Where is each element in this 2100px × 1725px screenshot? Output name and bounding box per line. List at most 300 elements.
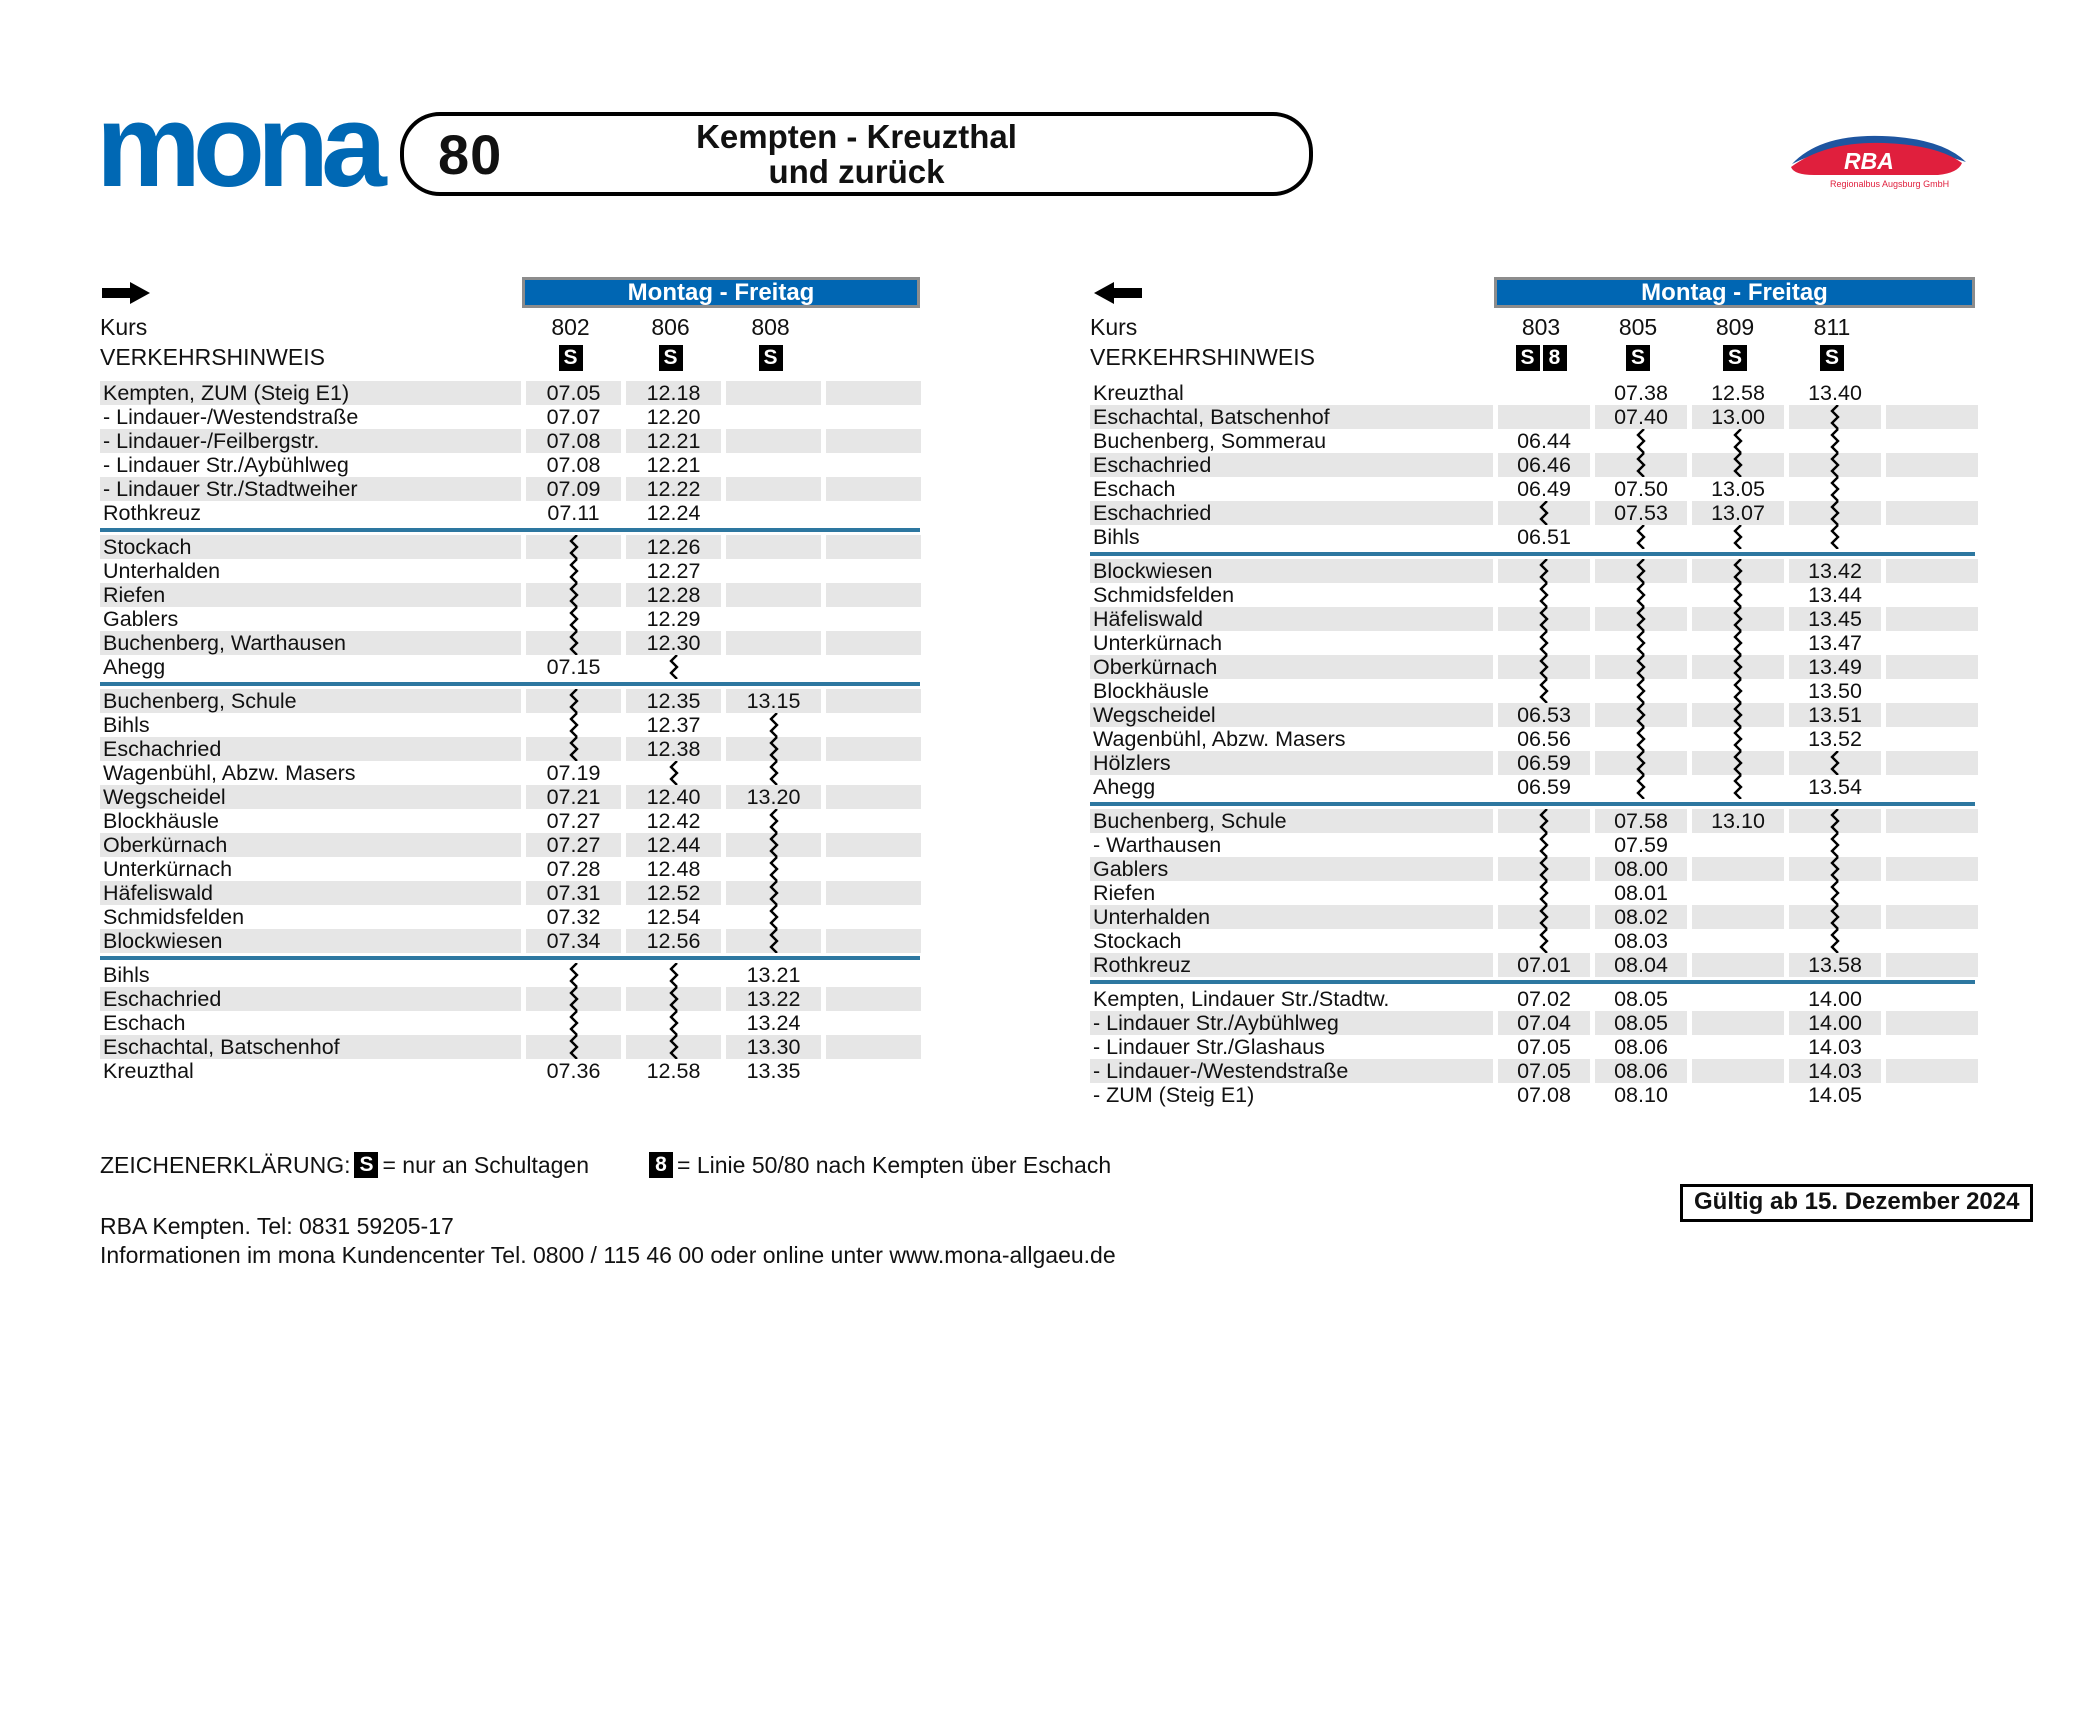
time-cell: [1595, 703, 1687, 727]
time-cell: [1498, 655, 1590, 679]
time-cell: 07.36: [546, 1059, 601, 1083]
no-stop-zigzag: [1634, 525, 1648, 549]
time-cell: [1789, 405, 1881, 429]
no-stop-zigzag: [1828, 405, 1842, 429]
table-row: [1090, 477, 1975, 501]
schooldays-badge: S: [1516, 345, 1540, 371]
time-cell: [1692, 453, 1784, 477]
time-cell: [1886, 703, 1978, 727]
time-cell: [1886, 679, 1978, 703]
no-stop-zigzag: [1537, 501, 1551, 525]
time-cell: [1886, 607, 1978, 631]
time-cell: [1886, 987, 1978, 1011]
time-cell: [526, 987, 621, 1011]
section-separator: [100, 682, 920, 686]
time-cell: 08.02: [1595, 905, 1687, 929]
time-cell: [826, 929, 921, 953]
time-cell: [1789, 525, 1881, 549]
time-cell: [1692, 429, 1784, 453]
stop-name: - Lindauer-/Westendstraße: [103, 405, 359, 429]
time-cell: [726, 501, 821, 525]
stop-name: Rothkreuz: [103, 501, 201, 525]
no-stop-zigzag: [567, 535, 581, 559]
time-cell: [726, 559, 821, 583]
time-cell: [1692, 1083, 1784, 1107]
trip-badges: [623, 344, 718, 371]
no-stop-zigzag: [567, 583, 581, 607]
time-cell: [826, 607, 921, 631]
time-cell: [1692, 1011, 1784, 1035]
table-row: [1090, 559, 1975, 583]
time-cell: [1692, 1059, 1784, 1083]
time-cell: [1692, 583, 1784, 607]
time-cell: [826, 987, 921, 1011]
no-stop-zigzag: [1634, 631, 1648, 655]
no-stop-zigzag: [1828, 429, 1842, 453]
no-stop-zigzag: [667, 987, 681, 1011]
no-stop-zigzag: [567, 713, 581, 737]
no-stop-zigzag: [1828, 501, 1842, 525]
time-cell: [1789, 429, 1881, 453]
no-stop-zigzag: [1731, 429, 1745, 453]
stop-name: Wegscheidel: [100, 785, 521, 809]
no-stop-zigzag: [767, 857, 781, 881]
kurs-number: 806: [651, 314, 690, 340]
no-stop-zigzag: [1537, 929, 1551, 953]
footer-phone-line: RBA Kempten. Tel: 0831 59205-17: [100, 1213, 454, 1239]
time-cell: [1595, 679, 1687, 703]
schooldays-badge: S: [1626, 345, 1650, 371]
stop-name: - Lindauer Str./Aybühlweg: [1090, 1011, 1493, 1035]
no-stop-zigzag: [567, 607, 581, 631]
kurs-row: [100, 315, 920, 341]
time-cell: 13.07: [1692, 501, 1784, 525]
time-cell: [1886, 953, 1978, 977]
time-cell: [826, 857, 921, 881]
time-cell: [1692, 655, 1784, 679]
time-cell: 12.54: [646, 905, 701, 929]
table-row: [100, 381, 920, 405]
time-cell: [1692, 1035, 1784, 1059]
time-cell: [826, 583, 921, 607]
time-cell: [1692, 703, 1784, 727]
time-cell: [1886, 1035, 1978, 1059]
table-row: [1090, 1083, 1975, 1107]
no-stop-zigzag: [667, 761, 681, 785]
time-cell: [726, 607, 821, 631]
time-cell: [726, 761, 821, 785]
table-row: [1090, 857, 1975, 881]
time-cell: 08.01: [1614, 881, 1668, 905]
no-stop-zigzag: [1537, 607, 1551, 631]
table-row: [1090, 953, 1975, 977]
time-cell: [1886, 833, 1978, 857]
stop-name: Buchenberg, Warthausen: [100, 631, 521, 655]
time-cell: 12.58: [1711, 381, 1765, 405]
time-cell: [1886, 501, 1978, 525]
time-cell: [1886, 727, 1978, 751]
time-cell: 07.02: [1517, 987, 1571, 1011]
no-stop-zigzag: [1537, 905, 1551, 929]
stop-name: Hölzlers: [1090, 751, 1493, 775]
time-cell: [1886, 905, 1978, 929]
kurs-number: 802: [551, 314, 590, 340]
timetable-outbound: [100, 277, 920, 1083]
time-cell: [1498, 905, 1590, 929]
no-stop-zigzag: [567, 689, 581, 713]
trip-badges: [523, 344, 618, 371]
time-cell: 08.04: [1595, 953, 1687, 977]
time-cell: [1886, 631, 1978, 655]
schooldays-badge: S: [1820, 345, 1844, 371]
time-cell: 13.24: [746, 1011, 801, 1035]
no-stop-zigzag: [667, 1011, 681, 1035]
no-stop-zigzag: [1828, 525, 1842, 549]
verkehrshinweis-row: [100, 341, 920, 371]
time-cell: 12.18: [626, 381, 721, 405]
kurs-number: 811: [1813, 314, 1851, 340]
kurs-number: 805: [1618, 314, 1658, 340]
stop-name: - Lindauer-/Westendstraße: [1090, 1059, 1493, 1083]
no-stop-zigzag: [1634, 775, 1648, 799]
footer: [100, 1212, 1116, 1269]
stop-name: Unterkürnach: [103, 857, 233, 881]
section-separator: [100, 528, 920, 532]
time-cell: [726, 631, 821, 655]
table-row: [1090, 703, 1975, 727]
time-cell: [1692, 631, 1784, 655]
validity-box: Gültig ab 15. Dezember 2024: [1680, 1184, 2033, 1222]
time-cell: 08.06: [1614, 1035, 1668, 1059]
kurs-number: 809: [1715, 314, 1755, 340]
time-cell: [1692, 727, 1784, 751]
time-cell: [1595, 727, 1687, 751]
time-cell: [1886, 453, 1978, 477]
time-cell: 12.37: [646, 713, 701, 737]
time-cell: 12.26: [626, 535, 721, 559]
table-row: [100, 631, 920, 655]
section-separator: [100, 956, 920, 960]
time-cell: 07.34: [526, 929, 621, 953]
time-cell: [1498, 405, 1590, 429]
stop-name: Stockach: [100, 535, 521, 559]
rba-operator-logo: [1786, 132, 1972, 195]
stop-name: Eschach: [1093, 477, 1176, 501]
no-stop-zigzag: [1537, 559, 1551, 583]
time-cell: [1886, 381, 1978, 405]
table-row: [100, 963, 920, 987]
time-cell: 12.48: [646, 857, 701, 881]
stop-name: Blockwiesen: [1090, 559, 1493, 583]
time-cell: [526, 631, 621, 655]
table-row: [1090, 833, 1975, 857]
time-cell: [726, 833, 821, 857]
no-stop-zigzag: [1537, 881, 1551, 905]
stop-name: Oberkürnach: [100, 833, 521, 857]
time-cell: [1886, 559, 1978, 583]
table-row: [100, 453, 920, 477]
time-cell: 07.27: [526, 833, 621, 857]
time-cell: 12.24: [646, 501, 701, 525]
time-cell: [726, 535, 821, 559]
time-cell: [1498, 679, 1590, 703]
route-title-line2: und zurück: [768, 153, 945, 190]
no-stop-zigzag: [1634, 453, 1648, 477]
time-cell: 12.40: [626, 785, 721, 809]
legend-title: ZEICHENERKLÄRUNG:: [100, 1151, 351, 1178]
stop-name: Eschachried: [1090, 501, 1493, 525]
time-cell: 08.06: [1595, 1059, 1687, 1083]
no-stop-zigzag: [1828, 809, 1842, 833]
no-stop-zigzag: [567, 737, 581, 761]
no-stop-zigzag: [1731, 525, 1745, 549]
time-cell: [826, 809, 921, 833]
time-cell: [1886, 809, 1978, 833]
no-stop-zigzag: [1634, 655, 1648, 679]
stop-name: Eschachried: [100, 737, 521, 761]
no-stop-zigzag: [1537, 655, 1551, 679]
no-stop-zigzag: [1634, 559, 1648, 583]
time-cell: [826, 501, 921, 525]
time-cell: [726, 655, 821, 679]
stop-name: Unterkürnach: [1093, 631, 1223, 655]
time-cell: 06.53: [1498, 703, 1590, 727]
stop-name: Eschach: [103, 1011, 186, 1035]
no-stop-zigzag: [1731, 751, 1745, 775]
table-row: [1090, 775, 1975, 799]
no-stop-zigzag: [567, 987, 581, 1011]
no-stop-zigzag: [1731, 559, 1745, 583]
no-stop-zigzag: [567, 559, 581, 583]
stop-rows: [1090, 381, 1975, 1107]
time-cell: [526, 607, 621, 631]
stop-name: Riefen: [100, 583, 521, 607]
no-stop-zigzag: [767, 881, 781, 905]
no-stop-zigzag: [1537, 809, 1551, 833]
time-cell: [1595, 525, 1687, 549]
trip-badges: [1495, 344, 1587, 371]
no-stop-zigzag: [1537, 857, 1551, 881]
stop-name: Eschachtal, Batschenhof: [100, 1035, 521, 1059]
time-cell: 07.08: [546, 453, 601, 477]
time-cell: 13.51: [1789, 703, 1881, 727]
no-stop-zigzag: [1634, 703, 1648, 727]
line-50-80-badge: 8: [649, 1152, 673, 1178]
trip-badges: [723, 344, 818, 371]
time-cell: [826, 833, 921, 857]
rba-subtitle: Regionalbus Augsburg GmbH: [1830, 179, 1950, 189]
no-stop-zigzag: [1731, 775, 1745, 799]
time-cell: [826, 785, 921, 809]
time-cell: 12.30: [626, 631, 721, 655]
schooldays-badge: S: [354, 1152, 378, 1178]
time-cell: [1789, 477, 1881, 501]
no-stop-zigzag: [1731, 453, 1745, 477]
time-cell: 13.42: [1789, 559, 1881, 583]
no-stop-zigzag: [1731, 607, 1745, 631]
time-cell: [1692, 751, 1784, 775]
time-cell: [1498, 559, 1590, 583]
table-row: [1090, 1011, 1975, 1035]
stop-name: Eschachried: [1090, 453, 1493, 477]
time-cell: [1789, 929, 1881, 953]
time-cell: [1886, 1083, 1978, 1107]
table-row: [1090, 929, 1975, 953]
stop-name: Eschachtal, Batschenhof: [1090, 405, 1493, 429]
no-stop-zigzag: [767, 833, 781, 857]
time-cell: 07.21: [526, 785, 621, 809]
no-stop-zigzag: [767, 905, 781, 929]
stop-name: - Lindauer Str./Stadtweiher: [100, 477, 521, 501]
stop-name: Gablers: [1090, 857, 1493, 881]
no-stop-zigzag: [1634, 727, 1648, 751]
stop-name: Wegscheidel: [1090, 703, 1493, 727]
table-row: [100, 1035, 920, 1059]
route-title: [404, 119, 1309, 189]
time-cell: [1886, 525, 1978, 549]
time-cell: 07.59: [1614, 833, 1668, 857]
time-cell: [626, 963, 721, 987]
time-cell: 14.00: [1808, 987, 1862, 1011]
time-cell: [1789, 453, 1881, 477]
stop-name: Kempten, Lindauer Str./Stadtw.: [1093, 987, 1390, 1011]
time-cell: [1789, 751, 1881, 775]
time-cell: [1789, 881, 1881, 905]
table-row: [100, 857, 920, 881]
time-cell: [1595, 583, 1687, 607]
table-row: [100, 737, 920, 761]
time-cell: [1498, 833, 1590, 857]
legend-item-1-text: = nur an Schultagen: [382, 1151, 590, 1178]
verkehrshinweis-label: VERKEHRSHINWEIS: [100, 344, 325, 370]
time-cell: 12.44: [626, 833, 721, 857]
time-cell: 13.15: [726, 689, 821, 713]
no-stop-zigzag: [1828, 751, 1842, 775]
time-cell: [1886, 929, 1978, 953]
no-stop-zigzag: [1537, 583, 1551, 607]
time-cell: [1789, 501, 1881, 525]
time-cell: 08.05: [1614, 987, 1668, 1011]
time-cell: [726, 737, 821, 761]
trip-badges: [1689, 344, 1781, 371]
time-cell: 12.22: [626, 477, 721, 501]
time-cell: 07.19: [546, 761, 601, 785]
time-cell: [1692, 559, 1784, 583]
time-cell: [626, 655, 721, 679]
table-row: [1090, 679, 1975, 703]
schooldays-badge: S: [1723, 345, 1747, 371]
line-50-80-badge: 8: [1543, 345, 1567, 371]
table-row: [100, 583, 920, 607]
table-row: [100, 905, 920, 929]
table-row: [1090, 987, 1975, 1011]
day-banner: Montag - Freitag: [522, 277, 920, 308]
trip-badges: [1786, 344, 1878, 371]
time-cell: [1692, 905, 1784, 929]
time-cell: 14.03: [1808, 1035, 1862, 1059]
table-row: [1090, 525, 1975, 549]
time-cell: 12.27: [646, 559, 701, 583]
stop-name: Schmidsfelden: [1093, 583, 1235, 607]
time-cell: 07.11: [547, 501, 600, 525]
kurs-number: 803: [1521, 314, 1561, 340]
stop-rows: [100, 381, 920, 1083]
table-row: [1090, 881, 1975, 905]
time-cell: [1692, 857, 1784, 881]
time-cell: [726, 429, 821, 453]
time-cell: 07.40: [1595, 405, 1687, 429]
time-cell: [826, 477, 921, 501]
time-cell: 08.00: [1595, 857, 1687, 881]
time-cell: [1498, 583, 1590, 607]
stop-name: Ahegg: [1093, 775, 1156, 799]
table-row: [100, 501, 920, 525]
table-row: [100, 809, 920, 833]
time-cell: [726, 583, 821, 607]
time-cell: 07.05: [526, 381, 621, 405]
stop-name: Bihls: [103, 963, 150, 987]
time-cell: 13.05: [1711, 477, 1765, 501]
time-cell: [826, 535, 921, 559]
table-row: [1090, 631, 1975, 655]
time-cell: 07.31: [526, 881, 621, 905]
time-cell: [526, 1035, 621, 1059]
time-cell: [826, 905, 921, 929]
time-cell: [1886, 881, 1978, 905]
time-cell: 14.00: [1789, 1011, 1881, 1035]
table-row: [100, 987, 920, 1011]
section-separator: [1090, 980, 1975, 984]
time-cell: 06.51: [1517, 525, 1571, 549]
stop-name: - Lindauer Str./Aybühlweg: [103, 453, 349, 477]
no-stop-zigzag: [767, 713, 781, 737]
table-row: [100, 607, 920, 631]
route-title-line1: Kempten - Kreuzthal: [696, 118, 1017, 155]
kurs-label: Kurs: [100, 314, 148, 340]
no-stop-zigzag: [1828, 833, 1842, 857]
time-cell: [1886, 775, 1978, 799]
table-row: [1090, 905, 1975, 929]
time-cell: [826, 737, 921, 761]
stop-name: Ahegg: [103, 655, 166, 679]
no-stop-zigzag: [1828, 857, 1842, 881]
stop-name: Gablers: [103, 607, 179, 631]
time-cell: [626, 1011, 721, 1035]
table-row: [100, 929, 920, 953]
time-cell: [1692, 679, 1784, 703]
time-cell: [1595, 655, 1687, 679]
time-cell: 07.28: [546, 857, 601, 881]
time-cell: [1692, 833, 1784, 857]
time-cell: [1498, 881, 1590, 905]
time-cell: 06.56: [1517, 727, 1571, 751]
section-separator: [1090, 802, 1975, 806]
legend: [100, 1150, 1111, 1180]
time-cell: [726, 405, 821, 429]
no-stop-zigzag: [767, 809, 781, 833]
time-cell: [826, 429, 921, 453]
stop-name: Eschachried: [100, 987, 521, 1011]
stop-name: Wagenbühl, Abzw. Masers: [103, 761, 356, 785]
no-stop-zigzag: [1828, 453, 1842, 477]
time-cell: [626, 987, 721, 1011]
no-stop-zigzag: [1828, 905, 1842, 929]
time-cell: [1789, 809, 1881, 833]
time-cell: [1595, 631, 1687, 655]
table-row: [1090, 751, 1975, 775]
stop-name: Kreuzthal: [1093, 381, 1184, 405]
stop-name: Wagenbühl, Abzw. Masers: [1093, 727, 1346, 751]
